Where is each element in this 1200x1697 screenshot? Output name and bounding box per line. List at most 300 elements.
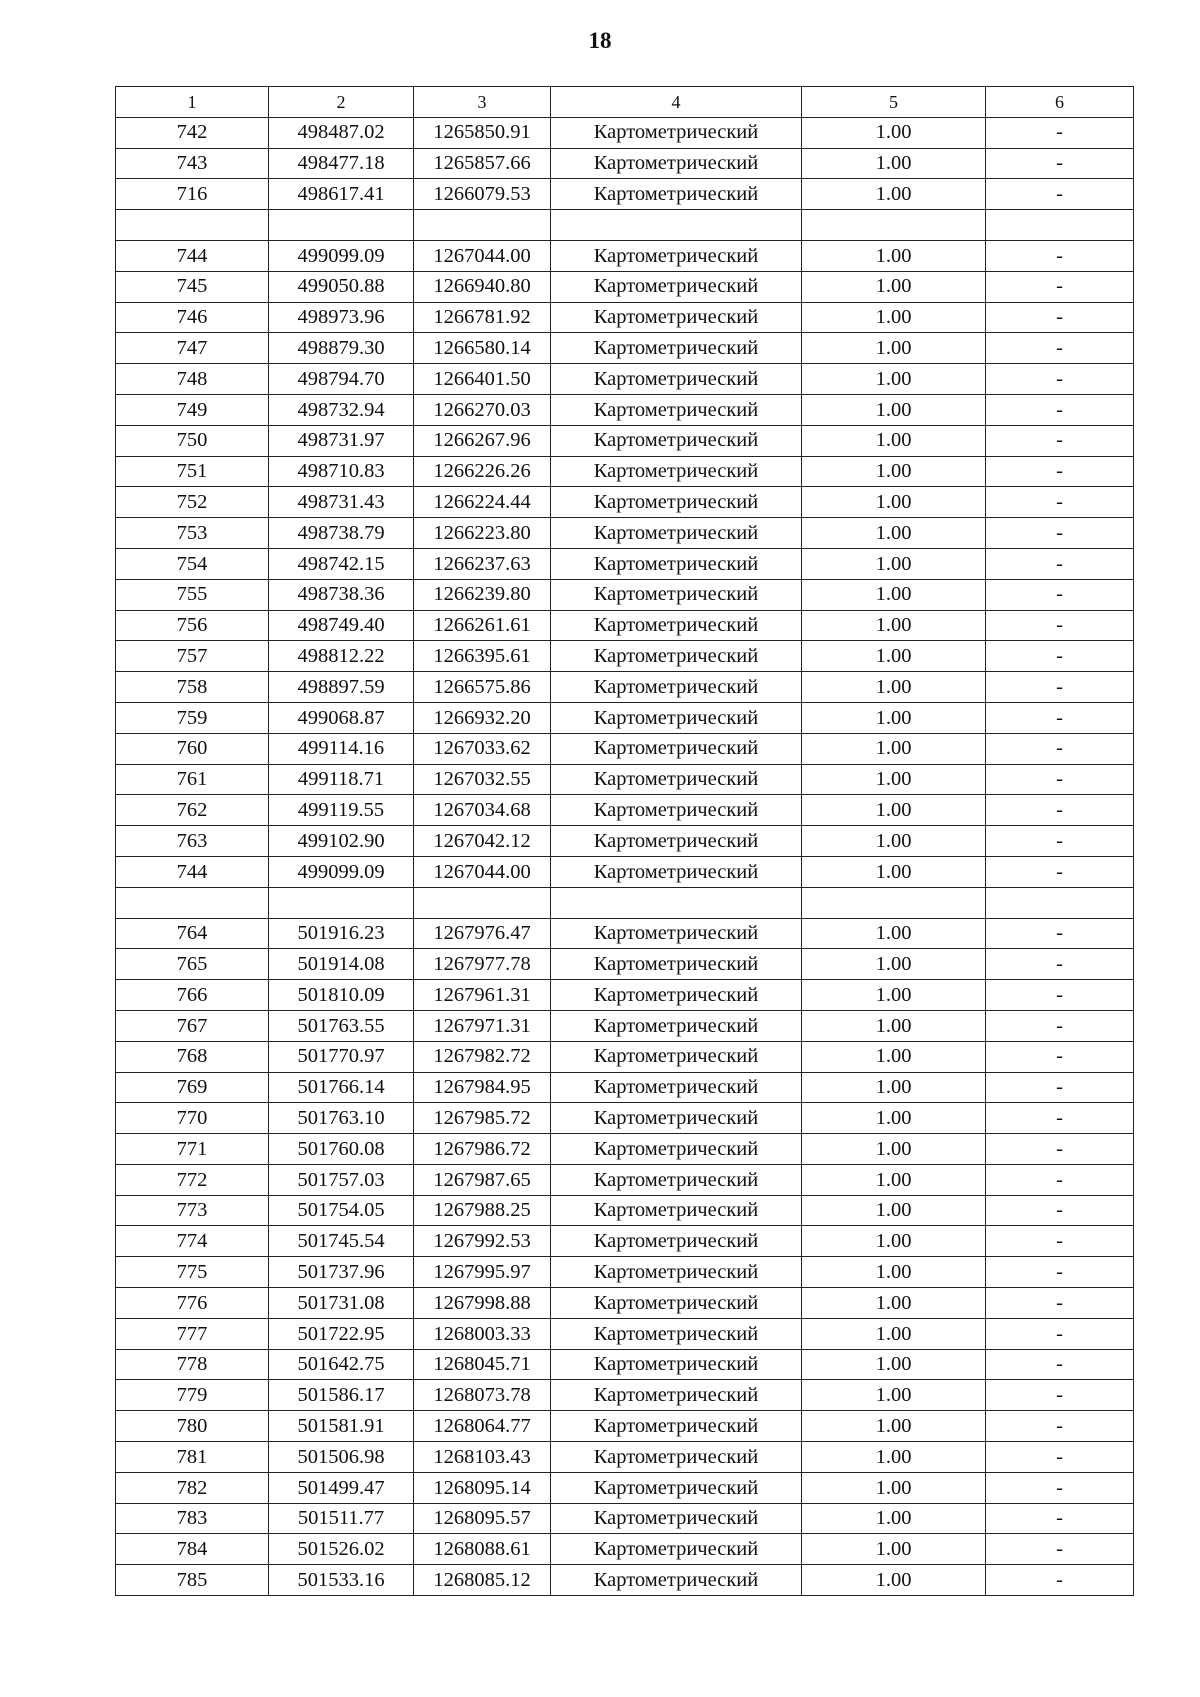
y-coordinate-cell: 1267988.25 [414, 1195, 551, 1226]
note-cell: - [986, 456, 1134, 487]
note-cell: - [986, 980, 1134, 1011]
x-coordinate-cell: 498732.94 [269, 394, 414, 425]
y-coordinate-cell: 1267987.65 [414, 1164, 551, 1195]
note-cell: - [986, 1010, 1134, 1041]
note-cell: - [986, 1534, 1134, 1565]
x-coordinate-cell: 498879.30 [269, 333, 414, 364]
point-number-cell: 763 [116, 826, 269, 857]
x-coordinate-cell: 501737.96 [269, 1257, 414, 1288]
x-coordinate-cell: 501766.14 [269, 1072, 414, 1103]
table-row [116, 856, 1134, 887]
accuracy-cell: 1.00 [802, 1072, 986, 1103]
method-cell: Картометрический [551, 1534, 802, 1565]
column-header: 5 [802, 87, 986, 118]
y-coordinate-cell: 1267971.31 [414, 1010, 551, 1041]
note-cell: - [986, 364, 1134, 395]
table-body [116, 117, 1134, 1595]
note-cell: - [986, 672, 1134, 703]
table-row [116, 1103, 1134, 1134]
note-cell: - [986, 394, 1134, 425]
method-cell: Картометрический [551, 764, 802, 795]
x-coordinate-cell: 499099.09 [269, 240, 414, 271]
y-coordinate-cell: 1266781.92 [414, 302, 551, 333]
y-coordinate-cell: 1267977.78 [414, 949, 551, 980]
point-number-cell: 744 [116, 240, 269, 271]
y-coordinate-cell: 1267998.88 [414, 1288, 551, 1319]
table-row [116, 1288, 1134, 1319]
accuracy-cell: 1.00 [802, 456, 986, 487]
x-coordinate-cell: 501586.17 [269, 1380, 414, 1411]
x-coordinate-cell: 501642.75 [269, 1349, 414, 1380]
x-coordinate-cell: 498738.36 [269, 579, 414, 610]
point-number-cell: 781 [116, 1442, 269, 1473]
accuracy-cell: 1.00 [802, 641, 986, 672]
note-cell: - [986, 1349, 1134, 1380]
x-coordinate-cell: 501757.03 [269, 1164, 414, 1195]
method-cell: Картометрический [551, 1195, 802, 1226]
x-coordinate-cell: 498742.15 [269, 548, 414, 579]
table-row [116, 733, 1134, 764]
method-cell: Картометрический [551, 672, 802, 703]
y-coordinate-cell: 1266226.26 [414, 456, 551, 487]
note-cell: - [986, 949, 1134, 980]
accuracy-cell: 1.00 [802, 117, 986, 148]
table-row [116, 1134, 1134, 1165]
point-number-cell: 750 [116, 425, 269, 456]
note-cell: - [986, 518, 1134, 549]
y-coordinate-cell: 1266267.96 [414, 425, 551, 456]
table-row [116, 1503, 1134, 1534]
point-number-cell: 744 [116, 856, 269, 887]
note-cell: - [986, 333, 1134, 364]
point-number-cell: 751 [116, 456, 269, 487]
y-coordinate-cell: 1267034.68 [414, 795, 551, 826]
note-cell: - [986, 1318, 1134, 1349]
x-coordinate-cell [269, 210, 414, 241]
method-cell: Картометрический [551, 949, 802, 980]
note-cell: - [986, 918, 1134, 949]
y-coordinate-cell: 1268088.61 [414, 1534, 551, 1565]
note-cell [986, 210, 1134, 241]
method-cell: Картометрический [551, 179, 802, 210]
x-coordinate-cell: 498749.40 [269, 610, 414, 641]
point-number-cell: 783 [116, 1503, 269, 1534]
accuracy-cell: 1.00 [802, 672, 986, 703]
accuracy-cell: 1.00 [802, 702, 986, 733]
table-row [116, 1349, 1134, 1380]
accuracy-cell: 1.00 [802, 1442, 986, 1473]
y-coordinate-cell: 1267982.72 [414, 1041, 551, 1072]
x-coordinate-cell: 501754.05 [269, 1195, 414, 1226]
point-number-cell: 769 [116, 1072, 269, 1103]
note-cell: - [986, 1226, 1134, 1257]
note-cell: - [986, 1257, 1134, 1288]
note-cell: - [986, 856, 1134, 887]
note-cell: - [986, 795, 1134, 826]
method-cell: Картометрический [551, 1349, 802, 1380]
y-coordinate-cell: 1267984.95 [414, 1072, 551, 1103]
x-coordinate-cell: 501499.47 [269, 1472, 414, 1503]
method-cell [551, 887, 802, 918]
table-row [116, 641, 1134, 672]
y-coordinate-cell: 1267986.72 [414, 1134, 551, 1165]
method-cell: Картометрический [551, 1472, 802, 1503]
method-cell: Картометрический [551, 1411, 802, 1442]
accuracy-cell: 1.00 [802, 1257, 986, 1288]
x-coordinate-cell: 498731.97 [269, 425, 414, 456]
x-coordinate-cell: 501526.02 [269, 1534, 414, 1565]
method-cell: Картометрический [551, 702, 802, 733]
point-number-cell: 746 [116, 302, 269, 333]
accuracy-cell: 1.00 [802, 1041, 986, 1072]
accuracy-cell: 1.00 [802, 548, 986, 579]
note-cell: - [986, 1041, 1134, 1072]
table-row [116, 1472, 1134, 1503]
table-row [116, 826, 1134, 857]
note-cell: - [986, 764, 1134, 795]
point-number-cell [116, 887, 269, 918]
column-header: 6 [986, 87, 1134, 118]
column-header: 3 [414, 87, 551, 118]
y-coordinate-cell: 1268003.33 [414, 1318, 551, 1349]
point-number-cell: 773 [116, 1195, 269, 1226]
note-cell: - [986, 271, 1134, 302]
accuracy-cell: 1.00 [802, 1472, 986, 1503]
y-coordinate-cell: 1268095.14 [414, 1472, 551, 1503]
note-cell: - [986, 1072, 1134, 1103]
table-row [116, 1534, 1134, 1565]
point-number-cell: 779 [116, 1380, 269, 1411]
accuracy-cell: 1.00 [802, 1503, 986, 1534]
y-coordinate-cell: 1266940.80 [414, 271, 551, 302]
column-header: 2 [269, 87, 414, 118]
accuracy-cell: 1.00 [802, 333, 986, 364]
y-coordinate-cell: 1267044.00 [414, 856, 551, 887]
x-coordinate-cell: 498710.83 [269, 456, 414, 487]
note-cell: - [986, 610, 1134, 641]
note-cell: - [986, 1195, 1134, 1226]
method-cell: Картометрический [551, 1442, 802, 1473]
note-cell: - [986, 1164, 1134, 1195]
method-cell: Картометрический [551, 610, 802, 641]
method-cell: Картометрический [551, 271, 802, 302]
y-coordinate-cell: 1268095.57 [414, 1503, 551, 1534]
table-row [116, 1195, 1134, 1226]
y-coordinate-cell: 1266401.50 [414, 364, 551, 395]
table-row [116, 1380, 1134, 1411]
accuracy-cell: 1.00 [802, 240, 986, 271]
accuracy-cell: 1.00 [802, 826, 986, 857]
point-number-cell: 768 [116, 1041, 269, 1072]
accuracy-cell: 1.00 [802, 949, 986, 980]
y-coordinate-cell: 1266239.80 [414, 579, 551, 610]
accuracy-cell: 1.00 [802, 764, 986, 795]
note-cell: - [986, 826, 1134, 857]
table-row [116, 918, 1134, 949]
table-row [116, 1010, 1134, 1041]
y-coordinate-cell: 1266932.20 [414, 702, 551, 733]
table-row [116, 579, 1134, 610]
point-number-cell: 765 [116, 949, 269, 980]
method-cell: Картометрический [551, 1041, 802, 1072]
point-number-cell: 742 [116, 117, 269, 148]
table-row [116, 333, 1134, 364]
x-coordinate-cell [269, 887, 414, 918]
table-row [116, 980, 1134, 1011]
method-cell: Картометрический [551, 518, 802, 549]
accuracy-cell: 1.00 [802, 579, 986, 610]
note-cell: - [986, 179, 1134, 210]
table-row [116, 456, 1134, 487]
accuracy-cell: 1.00 [802, 487, 986, 518]
y-coordinate-cell: 1266261.61 [414, 610, 551, 641]
point-number-cell [116, 210, 269, 241]
x-coordinate-cell: 499119.55 [269, 795, 414, 826]
accuracy-cell: 1.00 [802, 610, 986, 641]
point-number-cell: 716 [116, 179, 269, 210]
accuracy-cell: 1.00 [802, 1134, 986, 1165]
point-number-cell: 784 [116, 1534, 269, 1565]
table-row [116, 610, 1134, 641]
method-cell: Картометрический [551, 1010, 802, 1041]
x-coordinate-cell: 498487.02 [269, 117, 414, 148]
note-cell: - [986, 1288, 1134, 1319]
y-coordinate-cell: 1266079.53 [414, 179, 551, 210]
accuracy-cell: 1.00 [802, 1349, 986, 1380]
point-number-cell: 752 [116, 487, 269, 518]
x-coordinate-cell: 501731.08 [269, 1288, 414, 1319]
y-coordinate-cell: 1265857.66 [414, 148, 551, 179]
x-coordinate-cell: 499102.90 [269, 826, 414, 857]
table-row [116, 518, 1134, 549]
accuracy-cell: 1.00 [802, 1195, 986, 1226]
table-row [116, 148, 1134, 179]
method-cell: Картометрический [551, 1134, 802, 1165]
note-cell: - [986, 1442, 1134, 1473]
note-cell: - [986, 702, 1134, 733]
method-cell: Картометрический [551, 302, 802, 333]
y-coordinate-cell: 1267033.62 [414, 733, 551, 764]
y-coordinate-cell: 1267042.12 [414, 826, 551, 857]
point-number-cell: 754 [116, 548, 269, 579]
x-coordinate-cell: 498738.79 [269, 518, 414, 549]
note-cell: - [986, 641, 1134, 672]
accuracy-cell: 1.00 [802, 1226, 986, 1257]
accuracy-cell [802, 210, 986, 241]
table-row [116, 548, 1134, 579]
x-coordinate-cell: 499068.87 [269, 702, 414, 733]
accuracy-cell: 1.00 [802, 795, 986, 826]
method-cell: Картометрический [551, 1103, 802, 1134]
method-cell: Картометрический [551, 918, 802, 949]
accuracy-cell: 1.00 [802, 1103, 986, 1134]
y-coordinate-cell: 1266223.80 [414, 518, 551, 549]
table-row [116, 240, 1134, 271]
x-coordinate-cell: 501533.16 [269, 1565, 414, 1596]
method-cell: Картометрический [551, 1072, 802, 1103]
table-header [116, 87, 1134, 118]
note-cell: - [986, 1503, 1134, 1534]
table-row [116, 1041, 1134, 1072]
point-number-cell: 767 [116, 1010, 269, 1041]
note-cell: - [986, 579, 1134, 610]
table-row [116, 795, 1134, 826]
y-coordinate-cell: 1268045.71 [414, 1349, 551, 1380]
y-coordinate-cell: 1266575.86 [414, 672, 551, 703]
table-row [116, 1318, 1134, 1349]
table-row [116, 425, 1134, 456]
table-row [116, 117, 1134, 148]
method-cell: Картометрический [551, 456, 802, 487]
point-number-cell: 757 [116, 641, 269, 672]
table-row [116, 1565, 1134, 1596]
table-row [116, 1411, 1134, 1442]
note-cell: - [986, 1380, 1134, 1411]
table-row [116, 394, 1134, 425]
point-number-cell: 764 [116, 918, 269, 949]
method-cell: Картометрический [551, 641, 802, 672]
note-cell: - [986, 1103, 1134, 1134]
x-coordinate-cell: 499118.71 [269, 764, 414, 795]
y-coordinate-cell: 1266237.63 [414, 548, 551, 579]
accuracy-cell: 1.00 [802, 1288, 986, 1319]
note-cell: - [986, 1472, 1134, 1503]
accuracy-cell: 1.00 [802, 425, 986, 456]
x-coordinate-cell: 498617.41 [269, 179, 414, 210]
table-row [116, 1226, 1134, 1257]
method-cell: Картометрический [551, 487, 802, 518]
point-number-cell: 774 [116, 1226, 269, 1257]
method-cell [551, 210, 802, 241]
method-cell: Картометрический [551, 425, 802, 456]
x-coordinate-cell: 498731.43 [269, 487, 414, 518]
note-cell: - [986, 1411, 1134, 1442]
y-coordinate-cell: 1266580.14 [414, 333, 551, 364]
y-coordinate-cell: 1267044.00 [414, 240, 551, 271]
accuracy-cell: 1.00 [802, 179, 986, 210]
x-coordinate-cell: 501914.08 [269, 949, 414, 980]
method-cell: Картометрический [551, 394, 802, 425]
point-number-cell: 770 [116, 1103, 269, 1134]
y-coordinate-cell [414, 887, 551, 918]
table-row [116, 302, 1134, 333]
method-cell: Картометрический [551, 333, 802, 364]
point-number-cell: 758 [116, 672, 269, 703]
table-row [116, 1164, 1134, 1195]
method-cell: Картометрический [551, 548, 802, 579]
point-number-cell: 776 [116, 1288, 269, 1319]
accuracy-cell: 1.00 [802, 1010, 986, 1041]
point-number-cell: 775 [116, 1257, 269, 1288]
y-coordinate-cell: 1267976.47 [414, 918, 551, 949]
x-coordinate-cell: 501722.95 [269, 1318, 414, 1349]
note-cell: - [986, 487, 1134, 518]
table-row [116, 179, 1134, 210]
x-coordinate-cell: 501745.54 [269, 1226, 414, 1257]
table-row [116, 271, 1134, 302]
y-coordinate-cell: 1268085.12 [414, 1565, 551, 1596]
note-cell: - [986, 1565, 1134, 1596]
column-header: 1 [116, 87, 269, 118]
method-cell: Картометрический [551, 856, 802, 887]
method-cell: Картометрический [551, 148, 802, 179]
accuracy-cell: 1.00 [802, 1164, 986, 1195]
method-cell: Картометрический [551, 795, 802, 826]
accuracy-cell: 1.00 [802, 148, 986, 179]
accuracy-cell: 1.00 [802, 856, 986, 887]
table-row-separator [116, 887, 1134, 918]
table-row [116, 949, 1134, 980]
table-row [116, 1072, 1134, 1103]
point-number-cell: 759 [116, 702, 269, 733]
x-coordinate-cell: 499099.09 [269, 856, 414, 887]
accuracy-cell: 1.00 [802, 1565, 986, 1596]
y-coordinate-cell: 1266395.61 [414, 641, 551, 672]
accuracy-cell: 1.00 [802, 1411, 986, 1442]
y-coordinate-cell [414, 210, 551, 241]
x-coordinate-cell: 499050.88 [269, 271, 414, 302]
point-number-cell: 745 [116, 271, 269, 302]
table-row-separator [116, 210, 1134, 241]
x-coordinate-cell: 498897.59 [269, 672, 414, 703]
point-number-cell: 761 [116, 764, 269, 795]
point-number-cell: 771 [116, 1134, 269, 1165]
accuracy-cell: 1.00 [802, 271, 986, 302]
method-cell: Картометрический [551, 1503, 802, 1534]
y-coordinate-cell: 1267992.53 [414, 1226, 551, 1257]
point-number-cell: 785 [116, 1565, 269, 1596]
x-coordinate-cell: 501506.98 [269, 1442, 414, 1473]
method-cell: Картометрический [551, 240, 802, 271]
method-cell: Картометрический [551, 1226, 802, 1257]
accuracy-cell: 1.00 [802, 733, 986, 764]
point-number-cell: 762 [116, 795, 269, 826]
note-cell: - [986, 1134, 1134, 1165]
method-cell: Картометрический [551, 1164, 802, 1195]
table-row [116, 1442, 1134, 1473]
x-coordinate-cell: 501770.97 [269, 1041, 414, 1072]
point-number-cell: 756 [116, 610, 269, 641]
note-cell: - [986, 148, 1134, 179]
table-row [116, 764, 1134, 795]
note-cell: - [986, 548, 1134, 579]
accuracy-cell: 1.00 [802, 918, 986, 949]
column-header: 4 [551, 87, 802, 118]
table-row [116, 487, 1134, 518]
accuracy-cell: 1.00 [802, 980, 986, 1011]
x-coordinate-cell: 501763.55 [269, 1010, 414, 1041]
accuracy-cell: 1.00 [802, 1380, 986, 1411]
point-number-cell: 747 [116, 333, 269, 364]
y-coordinate-cell: 1266270.03 [414, 394, 551, 425]
y-coordinate-cell: 1266224.44 [414, 487, 551, 518]
y-coordinate-cell: 1267961.31 [414, 980, 551, 1011]
accuracy-cell [802, 887, 986, 918]
y-coordinate-cell: 1267995.97 [414, 1257, 551, 1288]
y-coordinate-cell: 1267032.55 [414, 764, 551, 795]
x-coordinate-cell: 498812.22 [269, 641, 414, 672]
x-coordinate-cell: 501760.08 [269, 1134, 414, 1165]
point-number-cell: 766 [116, 980, 269, 1011]
point-number-cell: 760 [116, 733, 269, 764]
x-coordinate-cell: 498794.70 [269, 364, 414, 395]
method-cell: Картометрический [551, 1257, 802, 1288]
point-number-cell: 777 [116, 1318, 269, 1349]
x-coordinate-cell: 498477.18 [269, 148, 414, 179]
point-number-cell: 749 [116, 394, 269, 425]
point-number-cell: 748 [116, 364, 269, 395]
point-number-cell: 755 [116, 579, 269, 610]
